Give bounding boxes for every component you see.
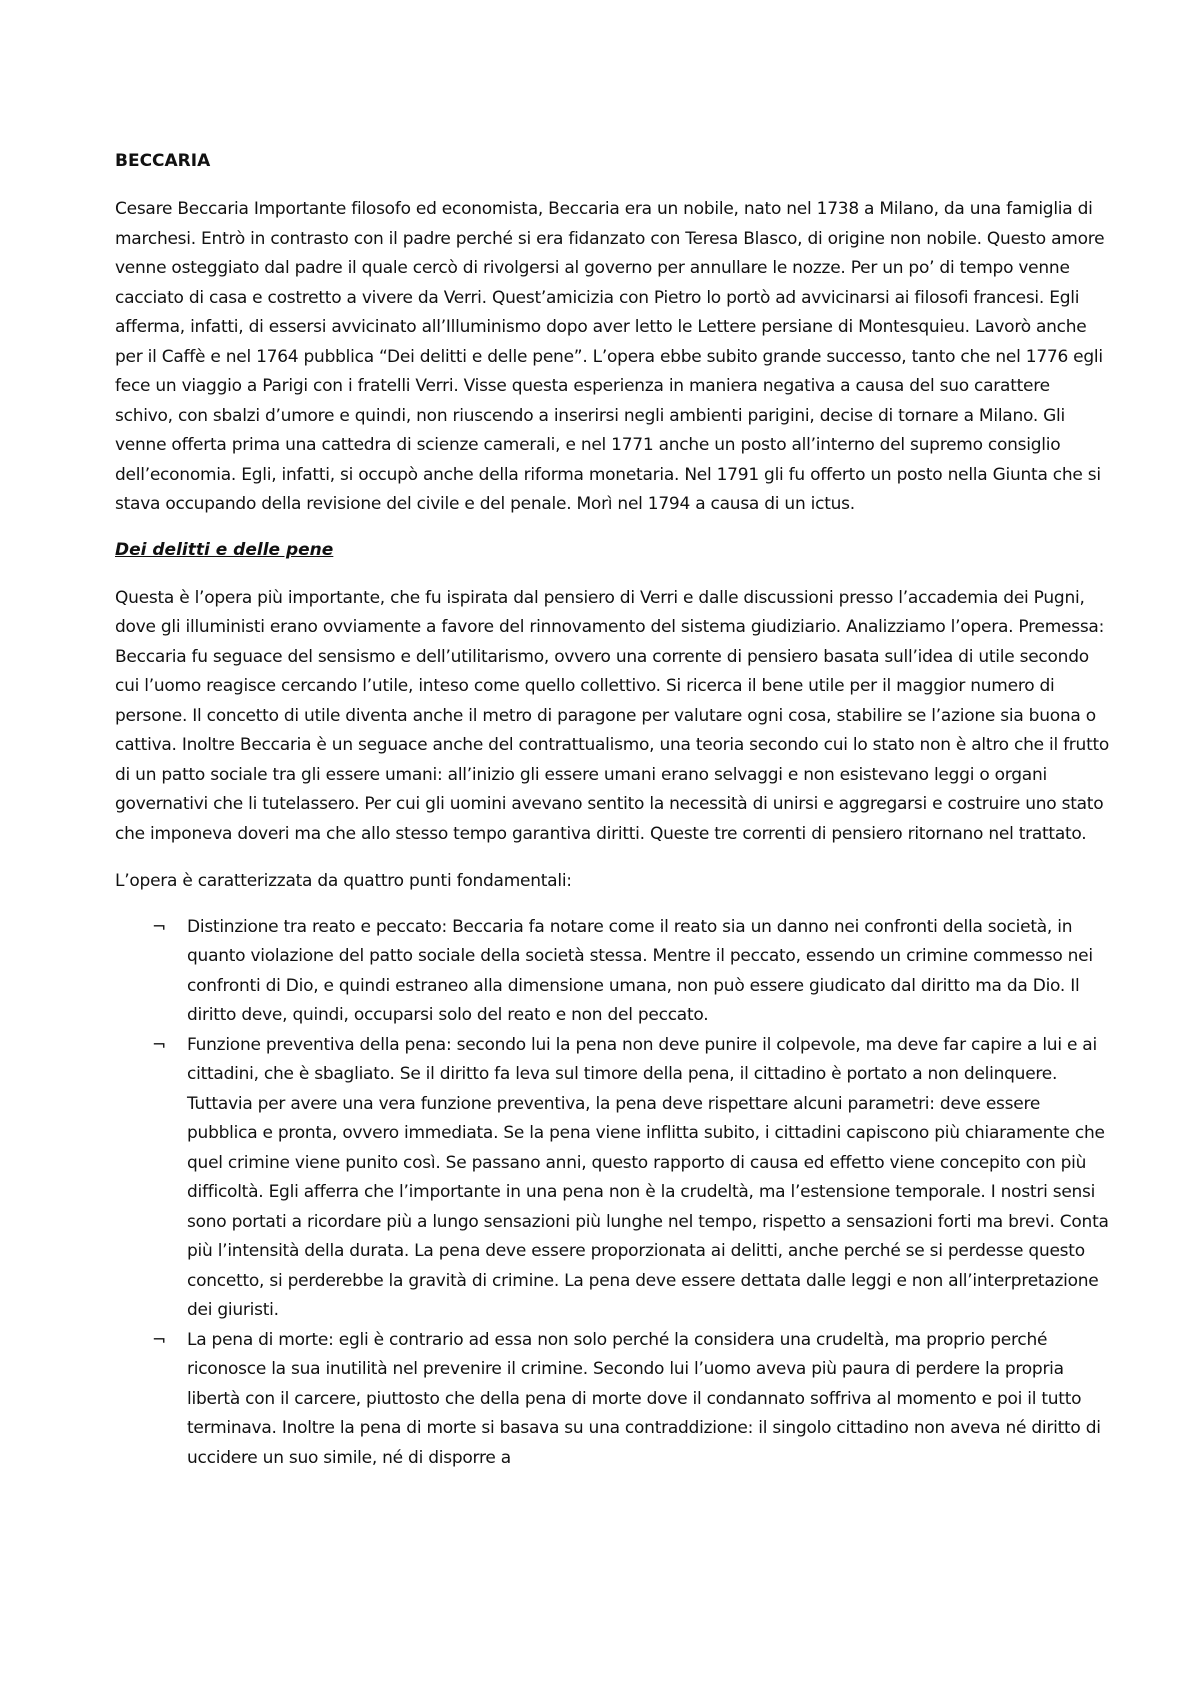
- list-item-text: Funzione preventiva della pena: secondo lui la pena non deve punire il colpevole, ma deve far capire a lui e ai cittadini, che è sbagliato. Se il diritto fa leva sul timore della pena, il cittadino è portato a non delinquere. Tuttavia per avere una vera funzione preventiva, la pena deve rispettare alcuni parametri: deve essere pubblica e pronta, ovvero immediata. Se la pena viene inflitta subito, i cittadini capiscono più chiaramente che quel crimine viene punito così. Se passano anni, questo rapporto di causa ed effetto viene concepito con più difficoltà. Egli afferra che l’importante in una pena non è la crudeltà, ma l’estensione temporale. I nostri sensi sono portati a ricordare più a lungo sensazioni più lunghe nel tempo, rispetto a sensazioni forti ma brevi. Conta più l’intensità della durata. La pena deve essere proporzionata ai delitti, anche perché se si perdesse questo concetto, si perderebbe la gravità di crimine. La pena deve essere dettata dalle leggi e non all’interpretazione dei giuristi.: [187, 1034, 1109, 1320]
- points-list: [115, 913, 1112, 1474]
- lead-paragraph: L’opera è caratterizzata da quattro punti fondamentali:: [115, 871, 572, 891]
- bullet-icon: ¬: [152, 1329, 166, 1350]
- list-item: [115, 1326, 1112, 1474]
- list-item-text: La pena di morte: egli è contrario ad essa non solo perché la considera una crudeltà, ma proprio perché riconosce la sua inutilità nel prevenire il crimine. Secondo lui l’uomo aveva più paura di perdere la propria libertà con il carcere, piuttosto che della pena di morte dove il condannato soffriva al momento e poi il tutto terminava. Inoltre la pena di morte si basava su una contraddizione: il singolo cittadino non aveva né diritto di uccidere un suo simile, né di disporre a: [187, 1329, 1101, 1468]
- bio-paragraph: Cesare Beccaria Importante filosofo ed economista, Beccaria era un nobile, nato nel 1738 a Milano, da una famiglia di marchesi. Entrò in contrasto con il padre perché si era fidanzato con Teresa Blasco, di origine non nobile. Questo amore venne osteggiato dal padre il quale cercò di rivolgersi al governo per annullare le nozze. Per un po’ di tempo venne cacciato di casa e costretto a vivere da Verri. Quest’amicizia con Pietro lo portò ad avvicinarsi ai filosofi francesi. Egli afferma, infatti, di essersi avvicinato all’Illuminismo dopo aver letto le Lettere persiane di Montesquieu. Lavorò anche per il Caffè e nel 1764 pubblica “Dei delitti e delle pene”. L’opera ebbe subito grande successo, tanto che nel 1776 egli fece un viaggio a Parigi con i fratelli Verri. Visse questa esperienza in maniera negativa a causa del suo carattere schivo, con sbalzi d’umore e quindi, non riuscendo a inserirsi negli ambienti parigini, decise di tornare a Milano. Gli venne offerta prima una cattedra di scienze camerali, e nel 1771 anche un posto all’interno del supremo consiglio dell’economia. Egli, infatti, si occupò anche della riforma monetaria. Nel 1791 gli fu offerto un posto nella Giunta che si stava occupando della revisione del civile e del penale. Morì nel 1794 a causa di un ictus.: [115, 199, 1105, 514]
- list-item: [115, 913, 1112, 1031]
- section-subtitle: Dei delitti e delle pene: [115, 539, 334, 560]
- bullet-icon: ¬: [152, 1034, 166, 1055]
- list-item: [115, 1031, 1112, 1326]
- list-item-text: Distinzione tra reato e peccato: Beccaria fa notare come il reato sia un danno nei confronti della società, in quanto violazione del patto sociale della società stessa. Mentre il peccato, essendo un crimine commesso nei confronti di Dio, e quindi estraneo alla dimensione umana, non può essere giudicato dal diritto ma da Dio. Il diritto deve, quindi, occuparsi solo del reato e non del peccato.: [187, 916, 1093, 1025]
- intro-paragraph: Questa è l’opera più importante, che fu ispirata dal pensiero di Verri e dalle discussioni presso l’accademia dei Pugni, dove gli illuministi erano ovviamente a favore del rinnovamento del sistema giudiziario. Analizziamo l’opera. Premessa: Beccaria fu seguace del sensismo e dell’utilitarismo, ovvero una corrente di pensiero basata sull’idea di utile secondo cui l’uomo reagisce cercando l’utile, inteso come quello collettivo. Si ricerca il bene utile per il maggior numero di persone. Il concetto di utile diventa anche il metro di paragone per valutare ogni cosa, stabilire se l’azione sia buona o cattiva. Inoltre Beccaria è un seguace anche del contrattualismo, una teoria secondo cui lo stato non è altro che il frutto di un patto sociale tra gli essere umani: all’inizio gli essere umani erano selvaggi e non esistevano leggi o organi governativi che li tutelassero. Per cui gli uomini avevano sentito la necessità di unirsi e aggregarsi e costruire uno stato che imponeva doveri ma che allo stesso tempo garantiva diritti. Queste tre correnti di pensiero ritornano nel trattato.: [115, 587, 1110, 844]
- document-title: BECCARIA: [115, 151, 211, 171]
- bullet-icon: ¬: [152, 916, 166, 937]
